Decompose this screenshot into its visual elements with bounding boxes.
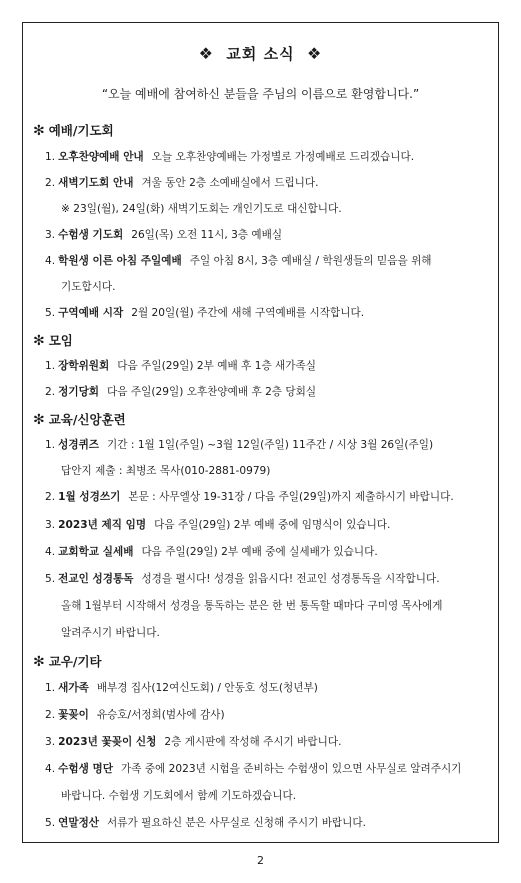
list-item: 4. 학원생 이른 아침 주일예배 주일 아침 8시, 3층 예배실 / 학원생들의 믿음을 위해 [45, 255, 432, 267]
welcome-message: “오늘 예배에 참여하신 분들을 주님의 이름으로 환영합니다.” [101, 87, 420, 101]
asterisk-icon: ✻ [33, 333, 45, 349]
list-item: 4. 수험생 명단 가족 중에 2023년 시험을 준비하는 수험생이 있으면 사무실로 알려주시기 [45, 763, 462, 775]
diamond-deco-icon: ❖ [198, 44, 214, 63]
list-item-note: ※ 23일(월), 24일(화) 새벽기도회는 개인기도로 대신합니다. [61, 203, 342, 215]
list-item: 2. 정기당회 다음 주일(29일) 오후찬양예배 후 2층 당회실 [45, 386, 317, 398]
list-item: 1. 성경퀴즈 기간 : 1월 1일(주일) ~3월 12일(주일) 11주간 / 시상 3월 26일(주일) [45, 439, 434, 451]
list-item-continued: 답안지 제출 : 최병조 목사(010-2881-0979) [61, 465, 271, 477]
list-item-continued: 바랍니다. 수험생 기도회에서 함께 기도하겠습니다. [61, 790, 297, 802]
section-heading-education: ✻ 교육/신앙훈련 [33, 412, 126, 428]
list-item: 2. 꽃꽂이 유승호/서정희(범사에 감사) [45, 709, 225, 721]
asterisk-icon: ✻ [33, 412, 45, 428]
list-item-continued: 알려주시기 바랍니다. [61, 627, 160, 639]
list-item: 5. 전교인 성경통독 성경을 펼시다! 성경을 읽읍시다! 전교인 성경통독을 시작합니다. [45, 573, 440, 585]
list-item: 5. 구역예배 시작 2월 20일(월) 주간에 새해 구역예배를 시작합니다. [45, 307, 365, 319]
title-text: 교회 소식 [226, 45, 295, 63]
list-item: 3. 수험생 기도회 26일(목) 오전 11시, 3층 예배실 [45, 229, 283, 241]
section-heading-worship: ✻ 예배/기도회 [33, 123, 114, 139]
list-item-continued: 올해 1월부터 시작해서 성경을 통독하는 분은 한 번 통독할 때마다 구미영 목사에게 [61, 600, 443, 612]
list-item: 2. 새벽기도회 안내 겨울 동안 2층 소예배실에서 드립니다. [45, 177, 319, 189]
page-number: 2 [257, 854, 264, 867]
diamond-deco-icon: ❖ [307, 44, 323, 63]
list-item: 3. 2023년 꽃꽂이 신청 2층 게시판에 작성해 주시기 바랍니다. [45, 736, 342, 748]
list-item: 1. 오후찬양예배 안내 오늘 오후찬양예배는 가정별로 가정예배로 드리겠습니다. [45, 151, 415, 163]
list-item: 3. 2023년 제직 임명 다음 주일(29일) 2부 예배 중에 임명식이 있습니다. [45, 519, 391, 531]
list-item-continued: 기도합시다. [61, 281, 116, 293]
list-item: 2. 1월 성경쓰기 본문 : 사무엘상 19-31장 / 다음 주일(29일)까지 제출하시기 바랍니다. [45, 491, 454, 503]
asterisk-icon: ✻ [33, 123, 45, 139]
list-item: 1. 장학위원회 다음 주일(29일) 2부 예배 후 1층 새가족실 [45, 360, 316, 372]
page-title [23, 43, 498, 64]
list-item: 4. 교회학교 실세배 다음 주일(29일) 2부 예배 중에 실세배가 있습니다. [45, 546, 378, 558]
section-heading-meetings: ✻ 모임 [33, 333, 73, 349]
bulletin-frame [22, 22, 499, 843]
list-item: 1. 새가족 배부경 집사(12여신도회) / 안동호 성도(청년부) [45, 682, 318, 694]
asterisk-icon: ✻ [33, 654, 45, 670]
section-heading-members: ✻ 교우/기타 [33, 654, 102, 670]
list-item: 5. 연말정산 서류가 필요하신 분은 사무실로 신청해 주시기 바랍니다. [45, 817, 366, 829]
